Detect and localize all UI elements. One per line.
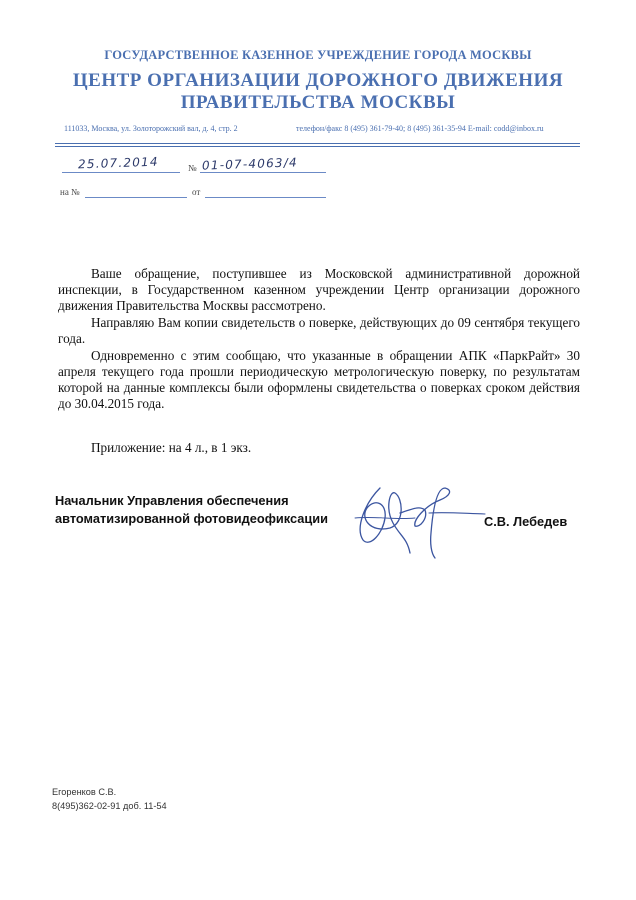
- number-underline: [200, 172, 326, 173]
- from-label: от: [192, 187, 201, 197]
- executor-phone: 8(495)362-02-91 доб. 11-54: [52, 801, 167, 811]
- outgoing-date-handwritten: 25.07.2014: [77, 154, 159, 172]
- signatory-title-line-1: Начальник Управления обеспечения: [55, 493, 289, 508]
- from-underline: [205, 197, 326, 198]
- handwritten-signature: [345, 478, 490, 563]
- on-number-underline: [85, 197, 187, 198]
- organization-line: ГОСУДАРСТВЕННОЕ КАЗЕННОЕ УЧРЕЖДЕНИЕ ГОРОДА МОСКВЫ: [104, 48, 532, 62]
- signatory-title-line-2: автоматизированной фотовидеофиксации: [55, 511, 329, 526]
- body-paragraph-3: Одновременно с этим сообщаю, что указанные в обращении АПК «ПаркРайт» 30 апреля текущего года прошли периодическую метрологическую поверку, по результатам которой на данные комплексы были оформлены свидетельства о поверках сроком действия до 30.04.2015 года.: [58, 348, 580, 411]
- header-rule-bottom: [55, 146, 580, 147]
- organization-title-line-1: ЦЕНТР ОРГАНИЗАЦИИ ДОРОЖНОГО ДВИЖЕНИЯ: [72, 70, 564, 91]
- organization-title-line-2: ПРАВИТЕЛЬСТВА МОСКВЫ: [180, 92, 456, 113]
- letter-body: [58, 266, 580, 413]
- date-underline: [62, 172, 180, 173]
- number-label: №: [188, 163, 197, 173]
- phone-email: телефон/факс 8 (495) 361-79-40; 8 (495) 361-35-94 E-mail: codd@inbox.ru: [296, 124, 544, 133]
- letterhead: [0, 0, 636, 155]
- executor-info: [52, 785, 167, 813]
- header-rule-top: [55, 143, 580, 144]
- appendix-note: Приложение: на 4 л., в 1 экз.: [91, 440, 252, 455]
- signatory-name: С.В. Лебедев: [484, 514, 568, 529]
- on-number-label: на №: [60, 187, 80, 197]
- signatory-title: [55, 492, 328, 528]
- contact-line: [64, 124, 544, 133]
- outgoing-number-handwritten: 01-07-4063/4: [201, 155, 299, 173]
- address: 111033, Москва, ул. Золоторожский вал, д. 4, стр. 2: [64, 124, 238, 133]
- executor-name: Егоренков С.В.: [52, 787, 117, 797]
- body-paragraph-2: Направляю Вам копии свидетельств о поверке, действующих до 09 сентября текущего года.: [58, 315, 580, 346]
- body-paragraph-1: Ваше обращение, поступившее из Московской административной дорожной инспекции, в Государственном казенном учреждении Центр организации дорожного движения Правительства Москвы рассмотрено.: [58, 266, 580, 313]
